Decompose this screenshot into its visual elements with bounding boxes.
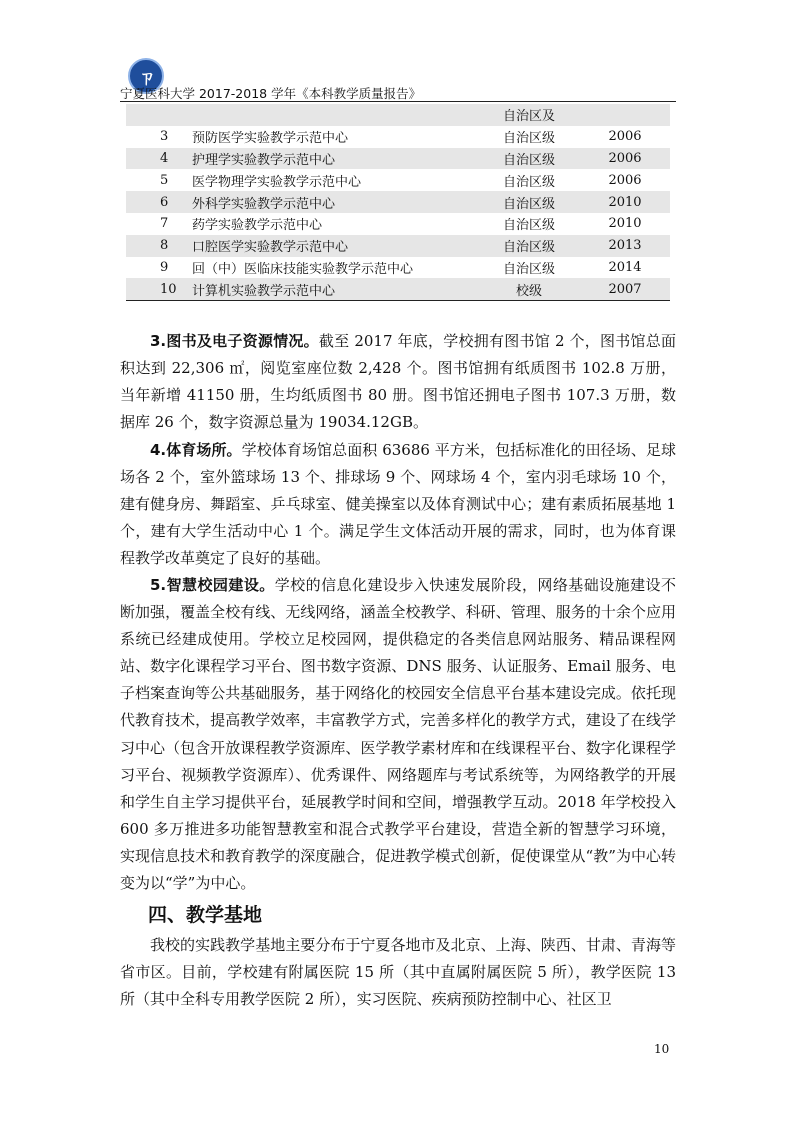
table-cell-name: 回（中）医临床技能实验教学示范中心 [192,261,414,277]
library-text: 截至 2017 年底，学校拥有图书馆 2 个，图书馆总面积达到 22,306 ㎡，阅览室座位数 2,428 个。图书馆拥有纸质图书 102.8 万册，当年新增 41150 册，生均纸质图书 80 册。图书馆还拥电子图书 107.3 万册，数据库 26 个，数字资源总量为 19034.12GB。 [120,332,676,432]
sports-heading: 4.体育场所。 [150,441,242,459]
table-cell-no: 3 [160,129,169,145]
table-cell-level: 自治区级 [502,174,555,190]
page-header [120,58,676,102]
table-row [126,126,670,148]
teaching-base-text: 我校的实践教学基地主要分布于宁夏各地市及北京、上海、陕西、甘肃、青海等省市区。目前，学校建有附属医院 15 所（其中直属附属医院 5 所），教学医院 13 所（其中全科专用教学医院 2 所），实习医院、疾病预防控制中心、社区卫 [120,936,676,1009]
table-cell-level: 校级 [478,278,580,300]
table-row [126,213,670,235]
table-cell-no: 10 [126,278,192,300]
lab-center-table [126,104,670,301]
table-cell-year: 2010 [580,191,670,213]
table-row [126,104,670,126]
page-number: 10 [654,1042,670,1056]
table-cell-name: 计算机实验教学示范中心 [192,278,478,300]
table-cell-level: 自治区级 [502,218,555,234]
smart-campus-paragraph [120,572,676,897]
table-cell-level: 自治区级 [478,191,580,213]
table-row [126,169,670,191]
table-row [126,191,670,213]
table-cell-level: 自治区级 [478,148,580,170]
table-row [126,278,670,300]
table-cell-no: 4 [126,148,192,170]
table-cell-no: 8 [126,235,192,257]
table-cell-no: 9 [160,259,169,275]
section-title-teaching-base: 四、教学基地 [148,904,263,926]
sports-paragraph [120,437,676,572]
table-cell-no: 7 [160,216,169,232]
table-cell-year: 2007 [580,278,670,300]
university-seal-icon: ㄗ [128,58,164,94]
table-cell-name: 口腔医学实验教学示范中心 [192,235,478,257]
smart-campus-text: 学校的信息化建设步入快速发展阶段，网络基础设施建设不断加强，覆盖全校有线、无线网络，涵盖全校教学、科研、管理、服务的十余个应用系统已经建成使用。学校立足校园网，提供稳定的各类信息网站服务、精品课程网站、数字化课程学习平台、图书数字资源、DNS 服务、认证服务、Email 服务、电子档案查询等公共基础服务，基于网络化的校园安全信息平台基本建设完成。依托现代教育技术，提高教学效率，丰富教学方式，完善多样化的教学方式，建设了在线学习中心（包含开放课程教学资源库、医学教学素材库和在线课程平台、数字化课程学习平台、视频教学资源库）、优秀课件、网络题库与考试系统等，为网络教学的开展和学生自主学习提供平台，延展教学时间和空间，增强教学互动。2018 年学校投入 600 多万推进多功能智慧教室和混合式教学平台建设，营造全新的智慧学习环境，实现信息技术和教育教学的深度融合，促进教学模式创新，促使课堂从“教”为中心转变为以“学”为中心。 [120,576,676,893]
table-row [126,148,670,170]
table-cell-level: 自治区级 [502,131,555,147]
table-cell-year: 2006 [608,129,642,145]
table-cell-year: 2006 [608,172,642,188]
table-cell-year: 2013 [580,235,670,257]
table-cell-name: 医学物理学实验教学示范中心 [192,174,362,190]
header-rule [120,101,676,102]
table-cell-no: 6 [126,191,192,213]
table-cell-name: 预防医学实验教学示范中心 [192,131,349,147]
table-cell-level: 自治区及 [478,104,580,126]
table-cell-year: 2006 [580,148,670,170]
table-cell-level: 自治区级 [478,235,580,257]
header-title: 宁夏医科大学 2017-2018 学年《本科教学质量报告》 [120,86,422,101]
table-cell-no: 5 [160,172,169,188]
table-cell-name: 护理学实验教学示范中心 [192,148,478,170]
sports-text: 学校体育场馆总面积 63686 平方米，包括标准化的田径场、足球场各 2 个，室外篮球场 13 个、排球场 9 个、网球场 4 个，室内羽毛球场 10 个，建有健身房、舞蹈室、乒乓球室、健美操室以及体育测试中心；建有素质拓展基地 1 个，建有大学生活动中心 1 个。满足学生文体活动开展的需求，同时，也为体育课程教学改革奠定了良好的基础。 [120,441,676,568]
library-paragraph [120,328,676,436]
table-cell-level: 自治区级 [502,261,555,277]
teaching-base-paragraph [120,932,676,1013]
table-row [126,235,670,257]
table-cell-year: 2014 [608,259,642,275]
table-cell-name: 药学实验教学示范中心 [192,218,323,234]
table-cell-year: 2010 [608,216,642,232]
library-heading: 3.图书及电子资源情况。 [150,332,319,350]
smart-campus-heading: 5.智慧校园建设。 [150,576,275,594]
table-cell-name: 外科学实验教学示范中心 [192,191,478,213]
table-row [126,257,670,279]
